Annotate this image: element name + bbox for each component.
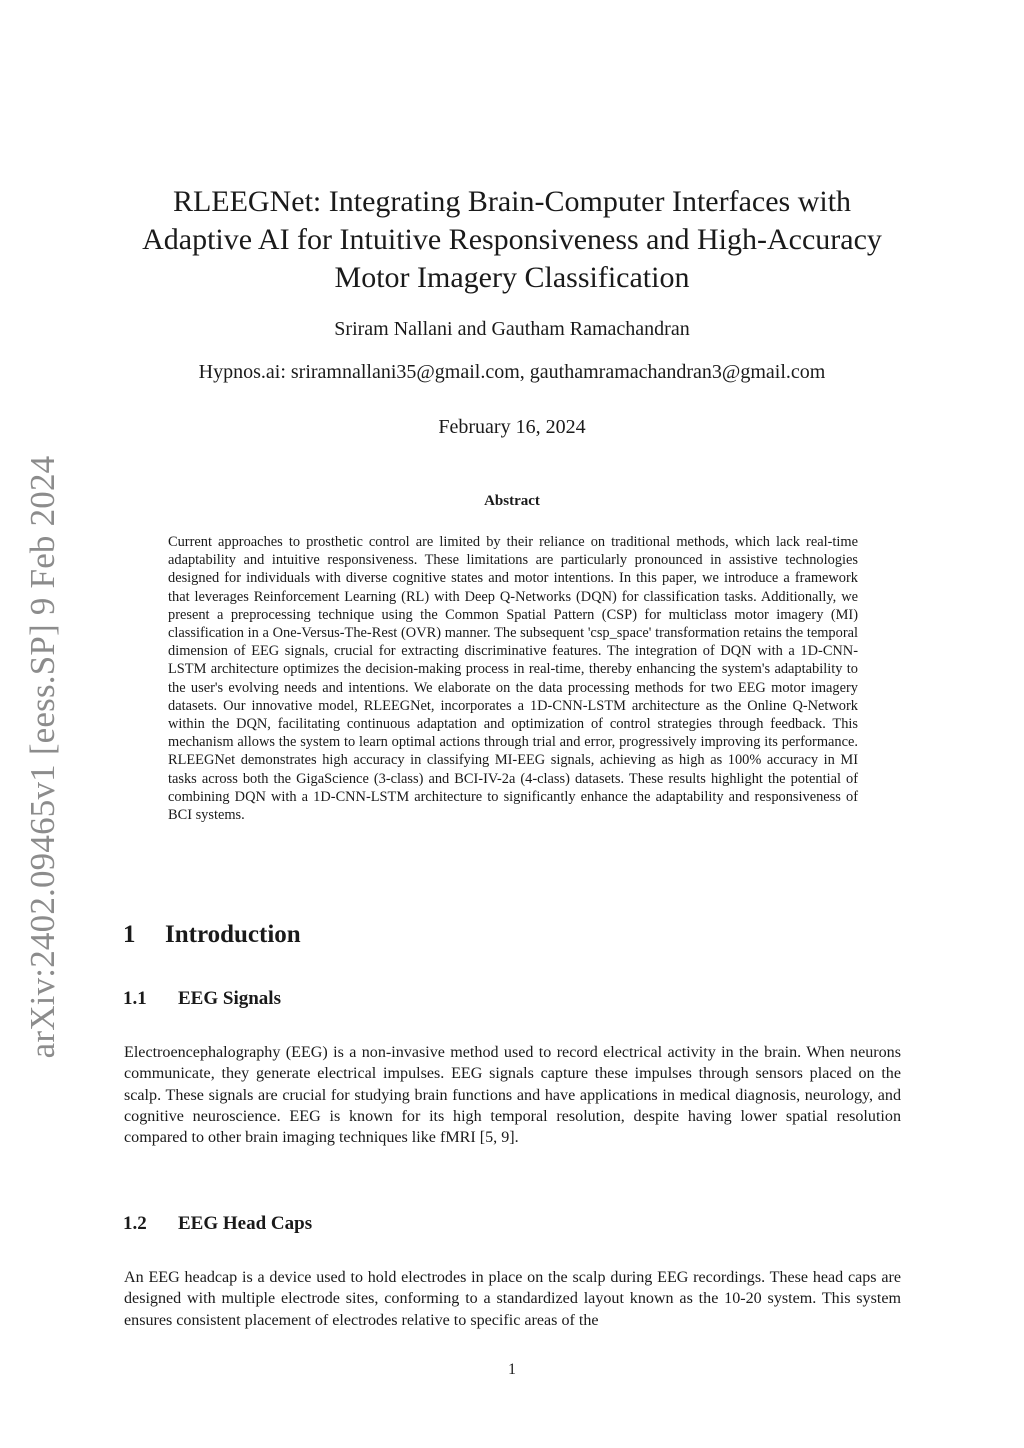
- publication-date: February 16, 2024: [438, 416, 586, 438]
- abstract-body: Current approaches to prosthetic control are limited by their reliance on traditional methods, which lack real-time adaptability and intuitive responsiveness. These limitations are particularly pronounced in assistive technologies designed for individuals with diverse cognitive states and motor intentions. In this paper, we introduce a framework that leverages Reinforcement Learning (RL) with Deep Q-Networks (DQN) for classification tasks. Additionally, we present a preprocessing technique using the Common Spatial Pattern (CSP) for multiclass motor imagery (MI) classification in a One-Versus-The-Rest (OVR) manner. The subsequent 'csp_space' transformation retains the temporal dimension of EEG signals, crucial for extracting discriminative features. The integration of DQN with a 1D-CNN-LSTM architecture optimizes the decision-making process in real-time, thereby enhancing the system's adaptability to the user's evolving needs and intentions. We elaborate on the data processing methods for two EEG motor imagery datasets. Our innovative model, RLEEGNet, incorporates a 1D-CNN-LSTM architecture as the Online Q-Network within the DQN, facilitating continuous adaptation and optimization of control strategies through feedback. This mechanism allows the system to learn optimal actions through trial and error, progressively improving its performance. RLEEGNet demonstrates high accuracy in classifying MI-EEG signals, achieving as high as 100% accuracy in MI tasks across both the GigaScience (3-class) and BCI-IV-2a (4-class) datasets. These results highlight the potential of combining DQN with a 1D-CNN-LSTM architecture to significantly enhance the adaptability and responsiveness of BCI systems.: [168, 534, 858, 824]
- title-line-1: RLEEGNet: Integrating Brain-Computer Interfaces with: [172, 185, 852, 218]
- abstract-heading: Abstract: [484, 493, 540, 509]
- subsection-number: 1.1: [123, 988, 147, 1009]
- affiliation: Hypnos.ai: sriramnallani35@gmail.com, gauthamramachandran3@gmail.com: [198, 361, 826, 383]
- subsection-title: EEG Head Caps: [178, 1213, 313, 1234]
- subsection-number: 1.2: [123, 1213, 147, 1234]
- section-title: Introduction: [165, 921, 301, 948]
- paragraph-eeg-head-caps: An EEG headcap is a device used to hold electrodes in place on the scalp during EEG recordings. These head caps are designed with multiple electrode sites, conforming to a standardized layout known as the 10-20 system. This system ensures consistent placement of electrodes relative to specific areas of the: [124, 1269, 901, 1329]
- section-number: 1: [123, 921, 136, 948]
- title-line-3: Motor Imagery Classification: [334, 261, 690, 294]
- authors: Sriram Nallani and Gautham Ramachandran: [334, 318, 690, 340]
- subsection-heading-eeg-head-caps: [123, 1213, 312, 1235]
- arxiv-identifier-stamp: arXiv:2402.09465v1 [eess.SP] 9 Feb 2024: [23, 455, 62, 1059]
- subsection-heading-eeg-signals: [123, 988, 281, 1010]
- paragraph-eeg-signals: Electroencephalography (EEG) is a non-invasive method used to record electrical activity in the brain. When neurons communicate, they generate electrical impulses. EEG signals capture these impulses through sensors placed on the scalp. These signals are crucial for studying brain functions and have applications in medical diagnosis, neurology, and cognitive neuroscience. EEG is known for its high temporal resolution, despite having lower spatial resolution compared to other brain imaging techniques like fMRI [5, 9].: [124, 1044, 901, 1147]
- title-line-2: Adaptive AI for Intuitive Responsiveness and High-Accuracy: [142, 223, 882, 256]
- section-heading-introduction: [123, 921, 301, 949]
- paper-title: [120, 183, 904, 297]
- page-number: 1: [508, 1361, 516, 1378]
- subsection-title: EEG Signals: [178, 988, 281, 1009]
